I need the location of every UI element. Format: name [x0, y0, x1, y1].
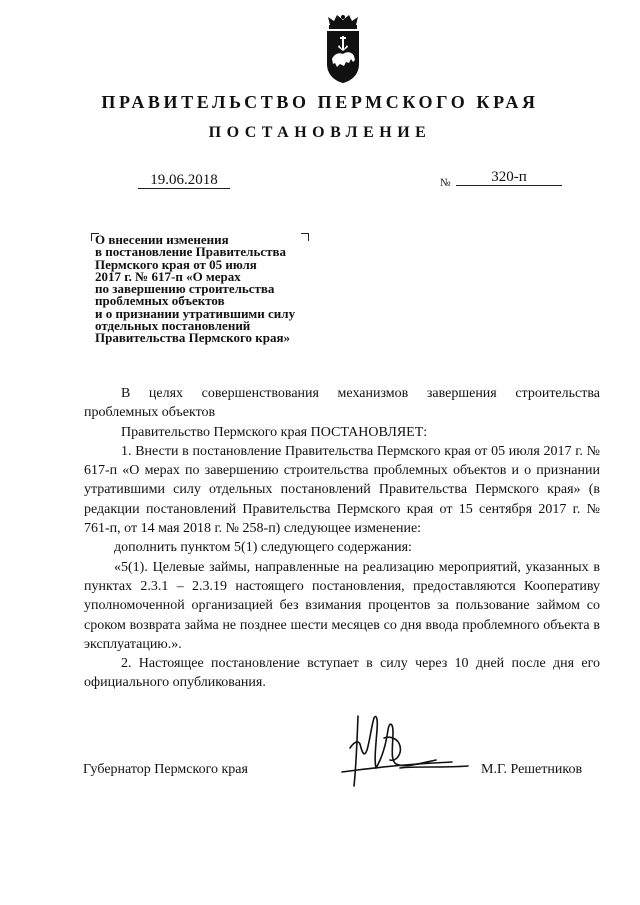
coat-of-arms-icon	[320, 14, 366, 84]
number-sign: №	[440, 177, 451, 189]
clause-2-paragraph: 2. Настоящее постановление вступает в силу через 10 дней после дня его официального опубликования.	[84, 656, 600, 691]
subject-line: 2017 г. № 617-п «О мерах	[95, 268, 241, 284]
preamble-paragraph: В целях совершенствования механизмов завершения строительства проблемных объектов	[84, 386, 600, 421]
document-type: ПОСТАНОВЛЕНИЕ	[208, 124, 432, 141]
document-date: 19.06.2018	[138, 172, 230, 189]
subject-line: в постановление Правительства	[95, 244, 287, 260]
subject-line: Пермского края от 05 июля	[95, 256, 257, 272]
subject-line: отдельных постановлений	[95, 318, 251, 334]
signature-icon	[340, 708, 470, 788]
signer-name: М.Г. Решетников	[481, 762, 583, 777]
subject-line: Правительства Пермского края»	[95, 330, 291, 346]
document-number: 320-п	[456, 169, 562, 186]
signer-role: Губернатор Пермского края	[83, 762, 248, 777]
resolution-paragraph: Правительство Пермского края ПОСТАНОВЛЯЕТ:	[121, 424, 428, 440]
document-body	[84, 384, 600, 693]
amendment-text-paragraph: «5(1). Целевые займы, направленные на реализацию мероприятий, указанных в пунктах 2.3.1 – 2.3.19 настоящего постановления, предоставляются Кооперативу уполномоченной организацией без взимания процентов за пользование займом со сроком возврата займа не позднее шести месяцев со дня ввода проблемного объекта в эксплуатацию.».	[84, 559, 600, 652]
subject-line: и о признании утратившими силу	[95, 305, 296, 321]
subject-line: по завершению строительства	[95, 281, 275, 297]
government-title: ПРАВИТЕЛЬСТВО ПЕРМСКОГО КРАЯ	[101, 92, 539, 112]
amendment-intro-paragraph: дополнить пунктом 5(1) следующего содержания:	[114, 540, 412, 556]
subject-line: О внесении изменения	[95, 232, 229, 247]
clause-1-paragraph: 1. Внести в постановление Правительства Пермского края от 05 июля 2017 г. № 617-п «О мерах по завершению строительства проблемных объектов и о признании утратившими силу отдельных постановлений Правительства Пермского края» (в редакции постановлений Правительства Пермского края от 15 сентября 2017 г. № 761-п, от 14 мая 2018 г. № 258-п) следующее изменение:	[84, 443, 600, 537]
subject-line: проблемных объектов	[95, 293, 225, 309]
subject-block	[95, 234, 335, 345]
